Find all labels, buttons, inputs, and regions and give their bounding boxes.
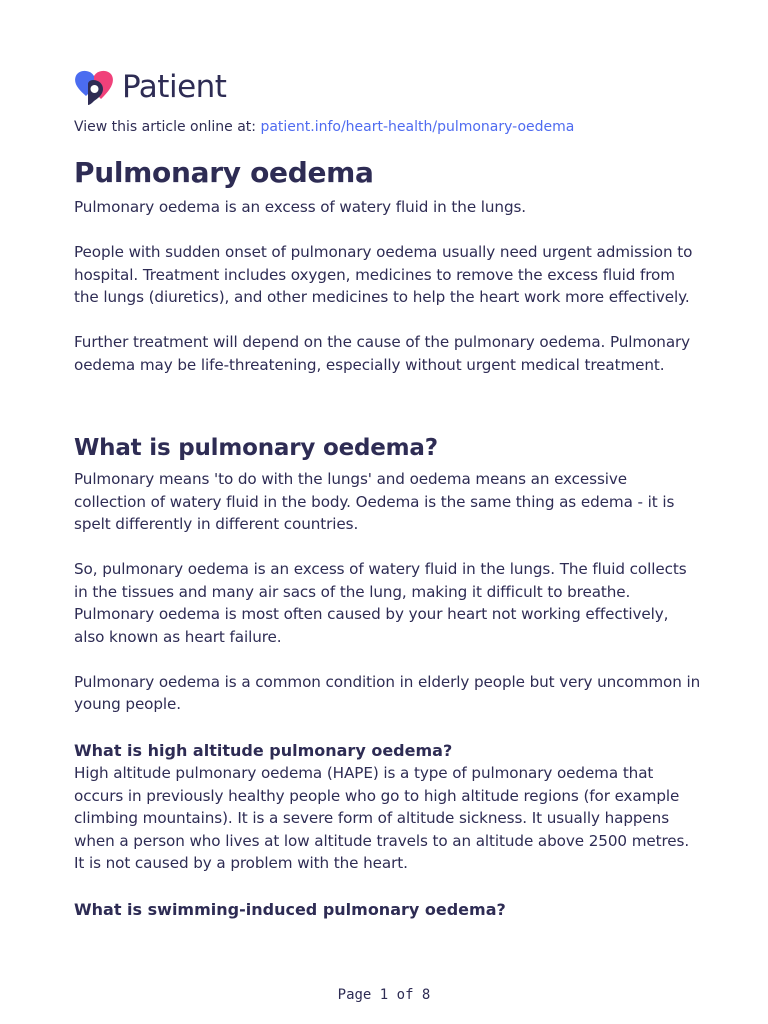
section-paragraph-2: So, pulmonary oedema is an excess of watery fluid in the lungs. The fluid collects in the tissues and many air sacs of the lung, making it difficult to breathe. Pulmonary oedema is most often caused by your heart not working effectively, also known as heart failure.: [74, 560, 687, 646]
page-title: Pulmonary oedema: [74, 156, 374, 189]
patient-logo[interactable]: [74, 68, 226, 106]
heart-pin-icon: [74, 68, 114, 106]
section-paragraph-1: Pulmonary means 'to do with the lungs' and oedema means an excessive collection of watery fluid in the body. Oedema is the same thing as edema - it is spelt differently in different countries.: [74, 470, 675, 533]
subheading-high-altitude: What is high altitude pulmonary oedema?: [74, 740, 453, 760]
brand-name: Patient: [122, 69, 227, 105]
page-number: Page 1 of 8: [337, 987, 431, 1003]
high-altitude-paragraph: High altitude pulmonary oedema (HAPE) is a type of pulmonary oedema that occurs in previously healthy people who go to high altitude regions (for example climbing mountains). It is a severe form of altitude sickness. It usually happens when a person who lives at low altitude travels to an altitude above 2500 metres. It is not caused by a problem with the heart.: [74, 764, 690, 872]
article-online-line: [74, 118, 574, 136]
section-heading-what-is: What is pulmonary oedema?: [74, 435, 438, 461]
online-prefix: View this article online at:: [74, 119, 261, 135]
intro-paragraph-1: Pulmonary oedema is an excess of watery fluid in the lungs.: [74, 198, 527, 216]
intro-paragraph-3: Further treatment will depend on the cause of the pulmonary oedema. Pulmonary oedema may be life-threatening, especially without urgent medical treatment.: [74, 333, 691, 374]
section-paragraph-3: Pulmonary oedema is a common condition in elderly people but very uncommon in young people.: [74, 672, 701, 713]
article-content: [74, 154, 702, 921]
subheading-swimming-induced: What is swimming-induced pulmonary oedema?: [74, 899, 506, 919]
article-url-link[interactable]: patient.info/heart-health/pulmonary-oedema: [260, 119, 575, 135]
intro-paragraph-2: People with sudden onset of pulmonary oedema usually need urgent admission to hospital. Treatment includes oxygen, medicines to remove the excess fluid from the lungs (diuretics), and other medicines to help the heart work more effectively.: [74, 243, 693, 306]
